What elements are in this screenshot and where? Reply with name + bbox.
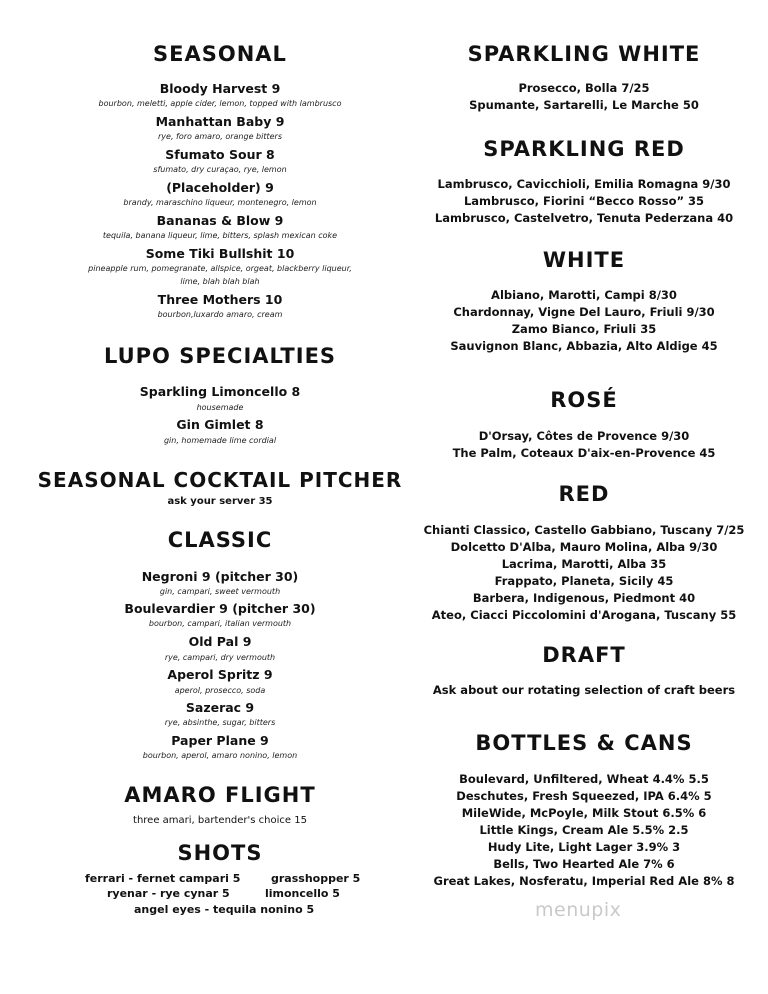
wine-item: Sauvignon Blanc, Abbazia, Alto Aldige 45 xyxy=(450,339,718,353)
beer-item: Bells, Two Hearted Ale 7% 6 xyxy=(493,857,675,871)
bottles-heading: BOTTLES & CANS xyxy=(475,731,693,755)
menu-item: Old Pal 9 xyxy=(188,634,252,649)
shot-item: ryenar - rye cynar 5 xyxy=(107,887,230,900)
menu-item: Sazerac 9 xyxy=(185,700,255,715)
sparkling-white-heading: SPARKLING WHITE xyxy=(467,42,701,66)
menu-item: Manhattan Baby 9 xyxy=(155,114,285,129)
amaro-note: three amari, bartender's choice 15 xyxy=(133,815,307,826)
pitcher-heading: SEASONAL COCKTAIL PITCHER xyxy=(37,468,403,492)
menu-item-desc: rye, absinthe, sugar, bitters xyxy=(164,718,276,727)
pitcher-note: ask your server 35 xyxy=(167,496,273,507)
menu-item-desc: gin, homemade lime cordial xyxy=(163,436,277,445)
menu-item: Aperol Spritz 9 xyxy=(167,667,273,682)
menu-item-desc: brandy, maraschino liqueur, montenegro, lemon xyxy=(123,198,317,207)
wine-item: Dolcetto D'Alba, Mauro Molina, Alba 9/30 xyxy=(450,540,718,554)
menu-item-desc: housemade xyxy=(196,403,244,412)
wine-item: Lambrusco, Cavicchioli, Emilia Romagna 9/30 xyxy=(437,177,731,191)
menu-item: Three Mothers 10 xyxy=(157,292,283,307)
beer-item: Boulevard, Unfiltered, Wheat 4.4% 5.5 xyxy=(459,772,709,786)
lupo-heading: LUPO SPECIALTIES xyxy=(103,344,337,368)
wine-item: Prosecco, Bolla 7/25 xyxy=(518,81,650,95)
beer-item: Great Lakes, Nosferatu, Imperial Red Ale 8% 8 xyxy=(433,874,735,888)
menu-item: Bananas & Blow 9 xyxy=(156,213,284,228)
shot-item: grasshopper 5 xyxy=(271,872,361,885)
wine-item: Lambrusco, Castelvetro, Tenuta Pederzana 40 xyxy=(434,211,734,225)
wine-item: Spumante, Sartarelli, Le Marche 50 xyxy=(469,98,699,112)
menu-item-desc: rye, foro amaro, orange bitters xyxy=(158,132,282,141)
draft-note: Ask about our rotating selection of craft beers xyxy=(432,683,736,697)
beer-item: Deschutes, Fresh Squeezed, IPA 6.4% 5 xyxy=(456,789,712,803)
wine-item: The Palm, Coteaux D'aix-en-Provence 45 xyxy=(452,446,716,460)
menu-item: Bloody Harvest 9 xyxy=(159,81,281,96)
menu-item: (Placeholder) 9 xyxy=(166,180,274,195)
menu-item-desc: lime, blah blah blah xyxy=(180,277,260,286)
draft-heading: DRAFT xyxy=(542,643,626,667)
wine-item: Chardonnay, Vigne Del Lauro, Friuli 9/30 xyxy=(453,305,715,319)
menu-item-desc: bourbon, aperol, amaro nonino, lemon xyxy=(142,751,298,760)
menu-item: Paper Plane 9 xyxy=(171,733,269,748)
beer-item: Little Kings, Cream Ale 5.5% 2.5 xyxy=(479,823,689,837)
menu-item-desc: rye, campari, dry vermouth xyxy=(164,653,276,662)
menu-item-desc: gin, campari, sweet vermouth xyxy=(159,587,281,596)
shot-item: limoncello 5 xyxy=(265,887,340,900)
menu-item: Sfumato Sour 8 xyxy=(165,147,275,162)
shot-item: angel eyes - tequila nonino 5 xyxy=(134,903,315,916)
classic-heading: CLASSIC xyxy=(167,528,273,552)
wine-item: Lambrusco, Fiorini “Becco Rosso” 35 xyxy=(463,194,705,208)
menu-item: Sparkling Limoncello 8 xyxy=(139,384,301,399)
wine-item: Albiano, Marotti, Campi 8/30 xyxy=(491,288,677,302)
wine-item: Frappato, Planeta, Sicily 45 xyxy=(494,574,674,588)
wine-item: Lacrima, Marotti, Alba 35 xyxy=(501,557,667,571)
rose-heading: ROSÉ xyxy=(550,388,618,412)
red-heading: RED xyxy=(558,482,610,506)
menu-item-desc: pineapple rum, pomegranate, allspice, orgeat, blackberry liqueur, xyxy=(88,264,352,273)
menu-item: Boulevardier 9 (pitcher 30) xyxy=(124,601,316,616)
menu-item: Some Tiki Bullshit 10 xyxy=(145,246,295,261)
menu-item-desc: tequila, banana liqueur, lime, bitters, splash mexican coke xyxy=(102,231,338,240)
sparkling-red-heading: SPARKLING RED xyxy=(483,137,685,161)
menu-item: Negroni 9 (pitcher 30) xyxy=(141,569,299,584)
amaro-heading: AMARO FLIGHT xyxy=(124,783,316,807)
menu-item-desc: bourbon,luxardo amaro, cream xyxy=(157,310,283,319)
shots-heading: SHOTS xyxy=(177,841,263,865)
white-heading: WHITE xyxy=(542,248,626,272)
shot-item: ferrari - fernet campari 5 xyxy=(85,872,241,885)
menu-item-desc: sfumato, dry curaçao, rye, lemon xyxy=(153,165,287,174)
menu-item-desc: bourbon, campari, italian vermouth xyxy=(148,619,292,628)
menupix-watermark: menupix xyxy=(535,899,622,921)
wine-item: D'Orsay, Côtes de Provence 9/30 xyxy=(478,429,690,443)
wine-item: Barbera, Indigenous, Piedmont 40 xyxy=(472,591,696,605)
beer-item: Hudy Lite, Light Lager 3.9% 3 xyxy=(487,840,681,854)
wine-item: Zamo Bianco, Friuli 35 xyxy=(511,322,657,336)
menu-item: Gin Gimlet 8 xyxy=(176,417,264,432)
wine-item: Chianti Classico, Castello Gabbiano, Tuscany 7/25 xyxy=(423,523,745,537)
seasonal-heading: SEASONAL xyxy=(153,42,287,66)
wine-item: Ateo, Ciacci Piccolomini d'Arogana, Tuscany 55 xyxy=(431,608,737,622)
menu-item-desc: bourbon, meletti, apple cider, lemon, topped with lambrusco xyxy=(98,99,342,108)
beer-item: MileWide, McPoyle, Milk Stout 6.5% 6 xyxy=(461,806,707,820)
menu-item-desc: aperol, prosecco, soda xyxy=(174,686,266,695)
